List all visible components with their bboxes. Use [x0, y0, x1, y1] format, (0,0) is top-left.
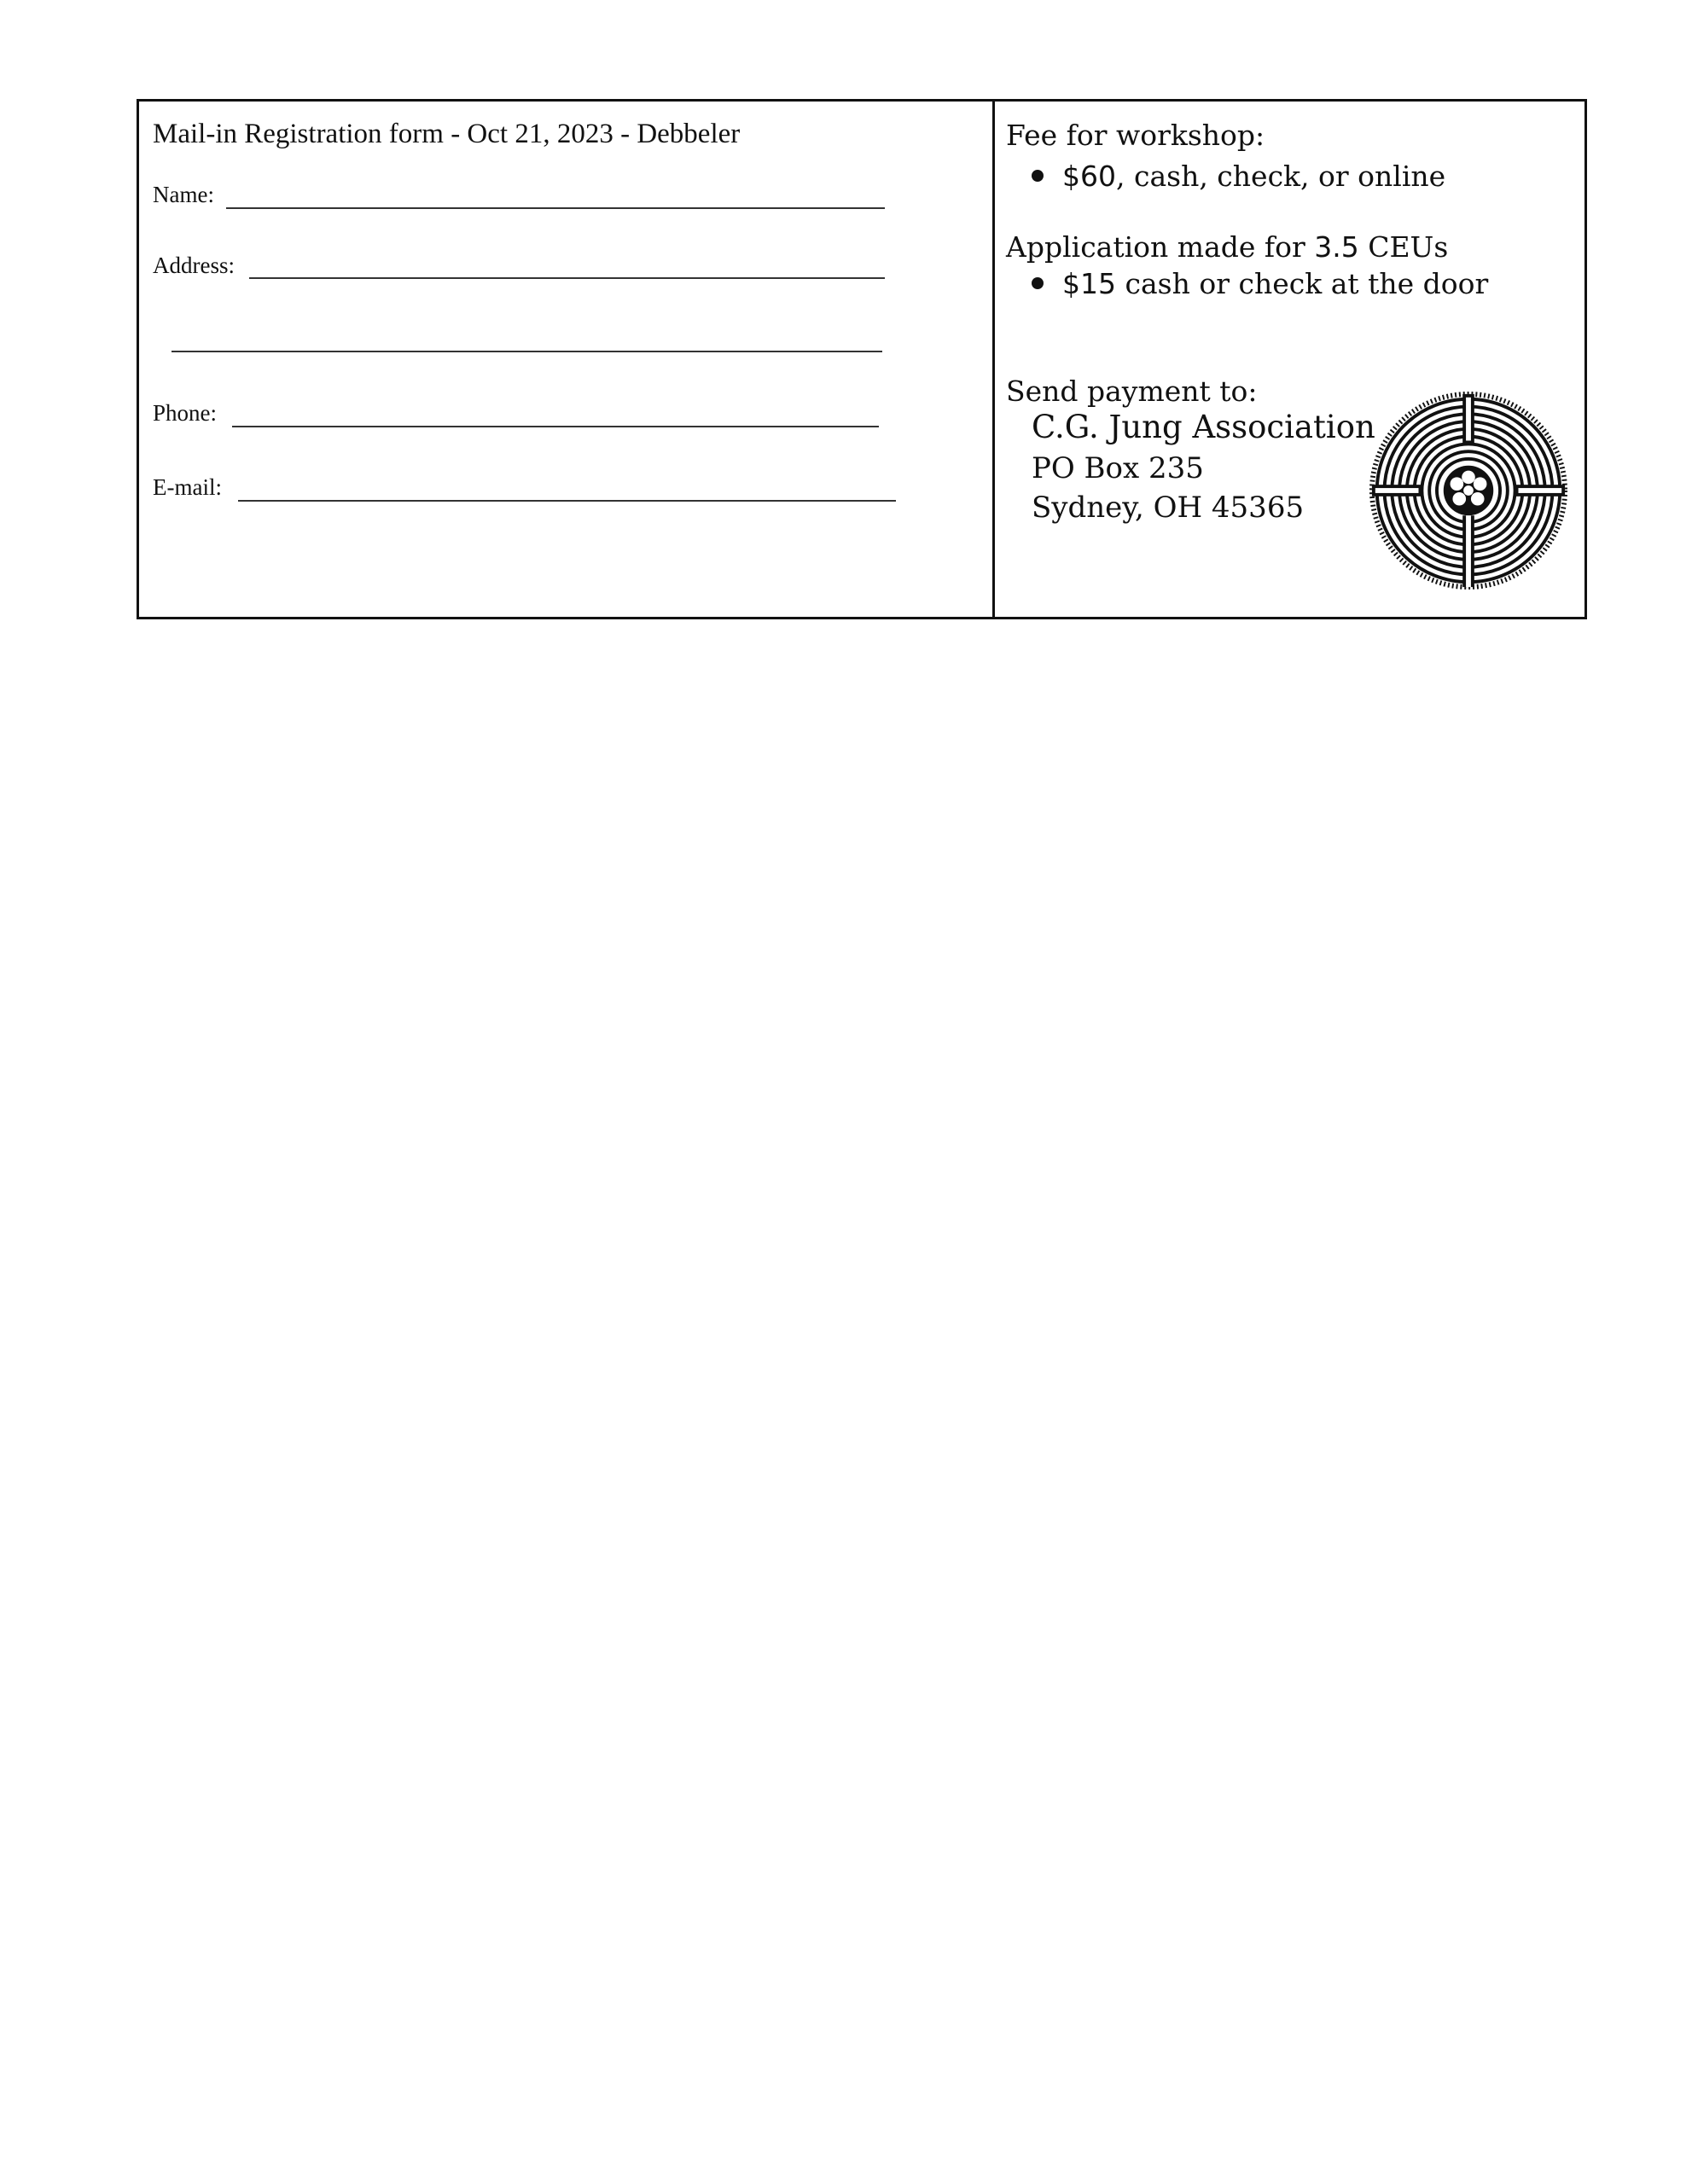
payment-heading: Send payment to:	[1006, 375, 1258, 408]
ceu-amount: $15	[1062, 267, 1116, 300]
ceu-prefix: Application made for	[1006, 230, 1315, 264]
form-title: Mail-in Registration form - Oct 21, 2023 - Debbeler	[153, 119, 741, 149]
workshop-payment-methods: , cash, check, or online	[1116, 160, 1446, 193]
address-field[interactable]	[249, 277, 885, 279]
payment-org: C.G. Jung Association	[1032, 409, 1375, 445]
fee-heading: Fee for workshop:	[1006, 119, 1265, 152]
fee-bullet-workshop	[1032, 160, 1445, 193]
ceu-line	[1006, 230, 1448, 264]
ceu-number: 3.5	[1314, 230, 1359, 264]
phone-label: Phone:	[153, 400, 218, 426]
bullet-icon	[1032, 277, 1044, 289]
payment-address-line-3: Sydney, OH 45365	[1032, 491, 1305, 525]
registration-form-box	[137, 99, 1587, 619]
address-label: Address:	[153, 253, 235, 278]
address-field-line-2[interactable]	[172, 351, 882, 352]
phone-field[interactable]	[232, 426, 879, 427]
payment-address-line-2: PO Box 235	[1032, 451, 1204, 485]
ceu-suffix: CEUs	[1358, 230, 1449, 264]
column-divider	[992, 102, 995, 617]
labyrinth-icon	[1369, 391, 1568, 590]
email-label: E-mail:	[153, 474, 222, 500]
email-field[interactable]	[238, 500, 896, 502]
registration-section	[153, 102, 980, 617]
bullet-icon	[1032, 170, 1044, 182]
name-field[interactable]	[226, 207, 885, 209]
workshop-amount: $60	[1062, 160, 1116, 193]
ceu-payment-methods: cash or check at the door	[1116, 267, 1489, 300]
fee-bullet-ceu	[1032, 267, 1488, 300]
name-label: Name:	[153, 182, 214, 207]
